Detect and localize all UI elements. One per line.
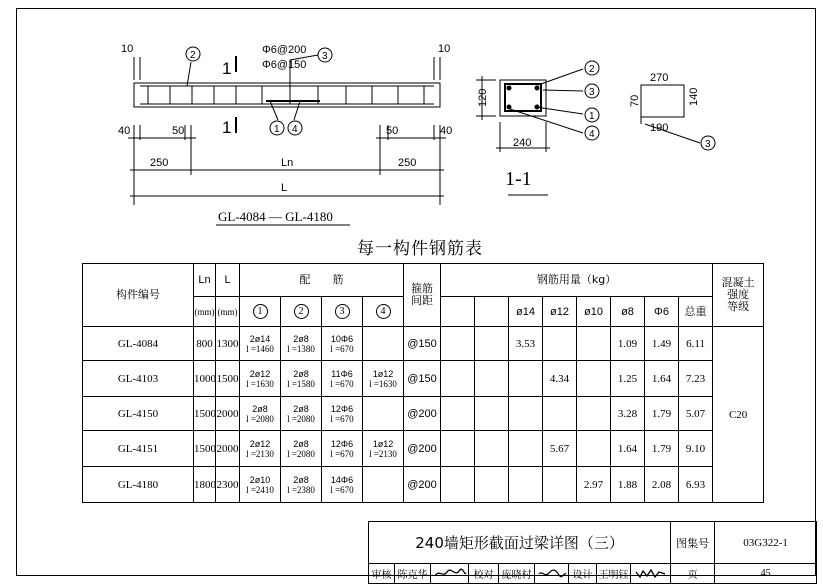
header-d10: ø10	[577, 297, 611, 327]
row-rebar-3-length: l =670	[330, 378, 354, 389]
row-w10	[577, 397, 611, 431]
row-rebar-1-size: 2ø8	[252, 403, 268, 414]
row-w6: 2.08	[645, 467, 679, 503]
row-empty-2	[475, 397, 509, 431]
page-number: 45	[715, 564, 817, 584]
stirrup-dim-270: 270	[650, 72, 669, 84]
row-ln: 1500	[194, 431, 216, 467]
row-rebar-3-length: l =670	[330, 484, 354, 495]
rebar-3-marker: 3	[335, 304, 350, 319]
row-rebar-2-length: l =1380	[287, 343, 315, 354]
section-callout-4: 4	[589, 129, 595, 140]
row-rebar-2-size: 2ø8	[293, 368, 309, 379]
dim-10-left: 10	[121, 43, 134, 55]
row-rebar-1-length: l =2080	[246, 413, 274, 424]
row-w6: 1.64	[645, 361, 679, 397]
row-rebar-4-length: l =1630	[369, 378, 397, 389]
section-callout-3: 3	[589, 87, 595, 98]
dim-10-right: 10	[438, 43, 451, 55]
row-rebar-1-length: l =2130	[246, 448, 274, 459]
section-callout-1: 1	[589, 111, 595, 122]
stirrup-dim-190: 190	[650, 122, 669, 134]
signature-icon	[433, 568, 467, 579]
row-rebar-1-size: 2ø12	[249, 438, 271, 449]
stirrup-dim-70: 70	[629, 94, 641, 107]
row-ln: 1500	[194, 397, 216, 431]
row-rebar-4-size: 1ø12	[372, 438, 394, 449]
row-total: 5.07	[679, 397, 713, 431]
row-rebar-4-size: 1ø12	[372, 368, 394, 379]
row-w10	[577, 431, 611, 467]
callout-1: 1	[274, 124, 280, 135]
dim-40-left: 40	[118, 125, 131, 137]
dim-l: L	[281, 182, 288, 194]
signature-icon	[537, 568, 567, 579]
row-member-id: GL-4084	[83, 327, 194, 361]
table-title: 每一构件钢筋表	[357, 239, 483, 259]
row-member-id: GL-4103	[83, 361, 194, 397]
stirrup-detail	[641, 85, 715, 150]
row-rebar-2-length: l =2380	[287, 484, 315, 495]
row-empty-2	[475, 467, 509, 503]
table-header-row-1	[83, 264, 764, 297]
row-w12: 5.67	[543, 431, 577, 467]
stirrup-dense-label: Φ6@200	[262, 44, 307, 56]
table-row	[83, 327, 764, 361]
row-spacing: @150	[404, 327, 441, 361]
stirrup-callout-3: 3	[705, 139, 711, 150]
section-mark-bottom: 1	[222, 118, 232, 137]
header-l-unit: (mm)	[216, 297, 240, 327]
dim-50-left: 50	[172, 125, 185, 137]
stirrup-normal-label: Φ6@150	[262, 59, 307, 71]
row-rebar-2-size: 2ø8	[293, 403, 309, 414]
designer-name: 王明钰	[597, 564, 631, 584]
row-w14	[509, 361, 543, 397]
row-rebar-3-size: 12Φ6	[330, 438, 354, 449]
rebar-4-marker: 4	[376, 304, 391, 319]
row-w14	[509, 467, 543, 503]
table-row	[83, 467, 764, 503]
table-row	[83, 397, 764, 431]
header-steel-usage: 钢筋用量（kg）	[441, 264, 713, 297]
row-total: 6.11	[679, 327, 713, 361]
designer-signature	[631, 564, 671, 584]
stirrup-dim-140: 140	[688, 87, 700, 106]
header-member-no: 构件编号	[83, 264, 194, 327]
row-w10	[577, 327, 611, 361]
title-block-row-2	[369, 564, 817, 584]
row-rebar-2-length: l =2080	[287, 448, 315, 459]
row-rebar-4-length: l =2130	[369, 448, 397, 459]
design-label: 设计	[569, 564, 597, 584]
callout-4: 4	[292, 124, 298, 135]
dim-40-right: 40	[440, 125, 453, 137]
row-rebar-1-length: l =1630	[246, 378, 274, 389]
dim-50-right: 50	[386, 125, 399, 137]
row-w8: 1.09	[611, 327, 645, 361]
section-mark-top: 1	[222, 59, 232, 78]
row-ln: 1800	[194, 467, 216, 503]
row-total: 9.10	[679, 431, 713, 467]
row-rebar-3-size: 12Φ6	[330, 403, 354, 414]
header-concrete-grade: 混凝土 强度 等级	[713, 264, 764, 327]
header-d6: Φ6	[645, 297, 679, 327]
row-ln: 800	[194, 327, 216, 361]
row-rebar-1-size: 2ø12	[249, 368, 271, 379]
row-rebar-2-size: 2ø8	[293, 333, 309, 344]
row-rebar-1-length: l =2410	[246, 484, 274, 495]
atlas-label: 图集号	[671, 522, 715, 564]
row-w8: 3.28	[611, 397, 645, 431]
row-w8: 1.88	[611, 467, 645, 503]
row-empty-2	[475, 431, 509, 467]
header-ln-unit: (mm)	[194, 297, 216, 327]
row-w8: 1.64	[611, 431, 645, 467]
row-l: 2300	[216, 467, 240, 503]
drawing-title: 240墙矩形截面过梁详图（三）	[369, 522, 671, 564]
row-empty-2	[475, 361, 509, 397]
dim-250-right: 250	[398, 157, 417, 169]
header-d8: ø8	[611, 297, 645, 327]
page-label: 页	[671, 564, 715, 584]
header-d12: ø12	[543, 297, 577, 327]
reviewer-signature	[431, 564, 469, 584]
row-rebar-2-length: l =1580	[287, 378, 315, 389]
header-total: 总重	[679, 297, 713, 327]
row-l: 2000	[216, 431, 240, 467]
section-callout-2: 2	[589, 64, 595, 75]
row-w14	[509, 431, 543, 467]
section-title: 1-1	[505, 168, 532, 190]
row-spacing: @200	[404, 431, 441, 467]
check-label: 校对	[469, 564, 499, 584]
title-block-row-1	[369, 522, 817, 564]
row-l: 2000	[216, 397, 240, 431]
rebar-1-marker: 1	[253, 304, 268, 319]
dim-ln: Ln	[281, 157, 294, 169]
concrete-grade-value: C20	[713, 327, 764, 503]
row-total: 7.23	[679, 361, 713, 397]
row-rebar-3-size: 10Φ6	[330, 333, 354, 344]
row-rebar-2-size: 2ø8	[293, 438, 309, 449]
row-spacing: @200	[404, 467, 441, 503]
row-member-id: GL-4180	[83, 467, 194, 503]
row-rebar-2-length: l =2080	[287, 413, 315, 424]
row-rebar-1-size: 2ø14	[249, 333, 271, 344]
row-w6: 1.79	[645, 397, 679, 431]
row-member-id: GL-4150	[83, 397, 194, 431]
row-spacing: @200	[404, 397, 441, 431]
row-w6: 1.79	[645, 431, 679, 467]
row-rebar-2-size: 2ø8	[293, 474, 309, 485]
row-empty-1	[441, 431, 475, 467]
row-rebar-3-length: l =670	[330, 343, 354, 354]
row-rebar-3-length: l =670	[330, 413, 354, 424]
row-ln: 1000	[194, 361, 216, 397]
rebar-table	[82, 263, 764, 503]
row-w6: 1.49	[645, 327, 679, 361]
atlas-number: 03G322-1	[715, 522, 817, 564]
table-row	[83, 431, 764, 467]
row-w10: 2.97	[577, 467, 611, 503]
dim-250-left: 250	[150, 157, 169, 169]
row-empty-1	[441, 397, 475, 431]
row-total: 6.93	[679, 467, 713, 503]
row-w12	[543, 327, 577, 361]
row-w10	[577, 361, 611, 397]
row-w14	[509, 397, 543, 431]
row-rebar-3-size: 11Φ6	[331, 368, 353, 379]
row-l: 1300	[216, 327, 240, 361]
section-dim-width: 240	[513, 137, 532, 149]
row-rebar-3-length: l =670	[330, 448, 354, 459]
row-w12: 4.34	[543, 361, 577, 397]
reviewer-name: 陈克华	[395, 564, 431, 584]
row-l: 1500	[216, 361, 240, 397]
row-rebar-3-size: 14Φ6	[330, 474, 354, 485]
elevation-labels	[118, 43, 452, 194]
header-stirrup-spacing: 箍筋 间距	[404, 264, 441, 327]
row-member-id: GL-4151	[83, 431, 194, 467]
header-reinforcement: 配 筋	[240, 264, 404, 297]
row-empty-1	[441, 327, 475, 361]
callout-2: 2	[190, 50, 196, 61]
header-l: L	[224, 274, 231, 286]
member-range-label: GL-4084 — GL-4180	[218, 209, 333, 224]
header-d14: ø14	[509, 297, 543, 327]
row-spacing: @150	[404, 361, 441, 397]
row-empty-2	[475, 327, 509, 361]
rebar-2-marker: 2	[294, 304, 309, 319]
row-empty-1	[441, 361, 475, 397]
row-rebar-1-size: 2ø10	[249, 474, 271, 485]
header-empty-1	[441, 297, 475, 327]
checker-signature	[535, 564, 569, 584]
title-block	[368, 521, 817, 584]
row-rebar-1-length: l =1460	[246, 343, 274, 354]
row-w14: 3.53	[509, 327, 543, 361]
header-empty-2	[475, 297, 509, 327]
signature-icon	[634, 568, 668, 579]
section-1-1	[476, 61, 599, 195]
row-w12	[543, 467, 577, 503]
callout-3: 3	[322, 51, 328, 62]
row-empty-1	[441, 467, 475, 503]
header-ln: Ln	[198, 274, 211, 286]
section-dim-height: 120	[477, 88, 489, 107]
review-label: 审核	[369, 564, 395, 584]
table-row	[83, 361, 764, 397]
row-w12	[543, 397, 577, 431]
checker-name: 庞晓村	[499, 564, 535, 584]
row-w8: 1.25	[611, 361, 645, 397]
